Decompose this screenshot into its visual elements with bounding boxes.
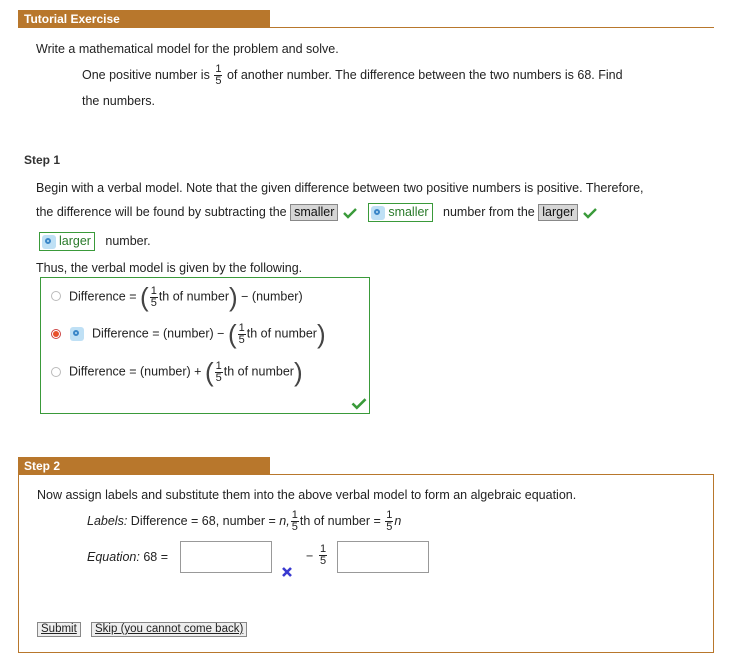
step1-line2-prefix: the difference will be found by subtracting the: [36, 205, 287, 219]
tutorial-header-rule: [270, 27, 714, 28]
step1-title: Step 1: [24, 153, 61, 167]
hint-larger-box[interactable]: [39, 232, 95, 251]
hint-smaller-label: smaller: [388, 205, 429, 219]
problem-text-2: of another number. The difference between the two numbers is 68. Find: [226, 67, 623, 82]
labels-fraction-2: [385, 510, 393, 533]
fraction-numerator: 1: [320, 543, 327, 555]
equation-input-1[interactable]: [180, 541, 272, 573]
problem-text-3: the numbers.: [82, 94, 155, 108]
fraction-denominator: 5: [291, 521, 298, 533]
problem-text-1: One positive number is: [82, 67, 210, 82]
correct-check-icon: [342, 207, 358, 219]
option-1-label[interactable]: Difference = ( $\frac{1}{5}$ th of number) − (number): [69, 282, 303, 312]
equation-label: Equation:: [87, 550, 140, 564]
problem-fraction: [214, 64, 222, 87]
hint-larger-label: larger: [59, 234, 91, 248]
option-2-text-b: th of number: [246, 326, 317, 341]
answer-larger-button[interactable]: larger: [538, 204, 578, 221]
equation-fraction: [318, 544, 328, 567]
option-3-label[interactable]: Difference = (number) + ( $\frac{1}{5}$ th of number): [69, 357, 303, 387]
fraction-denominator: 5: [320, 555, 327, 567]
option-3-fraction: [215, 361, 223, 384]
incorrect-x-icon: [281, 566, 293, 578]
step1-line1: Begin with a verbal model. Note that the given difference between two positive numbers is positive. Therefore,: [36, 181, 644, 195]
labels-variable: n,: [279, 513, 290, 528]
step2-labels-line: [87, 510, 401, 533]
option-2-text-a: Difference = (number) −: [92, 326, 225, 341]
correct-check-icon: [350, 397, 368, 410]
step2-instruction: Now assign labels and substitute them into the above verbal model to form an algebraic equation.: [37, 488, 577, 502]
fraction-numerator: 1: [215, 359, 222, 372]
option-1-radio[interactable]: [51, 291, 61, 301]
labels-text-2: th of number =: [299, 513, 381, 528]
fraction-numerator: 1: [386, 509, 393, 521]
equation-line: [87, 550, 168, 564]
step2-header-tab: [18, 457, 270, 475]
option-3-text-a: Difference = (number) +: [69, 364, 202, 379]
key-icon: [42, 235, 56, 249]
answer-smaller-button[interactable]: smaller: [290, 204, 338, 221]
submit-button[interactable]: Submit: [37, 622, 81, 637]
labels-fraction-1: [291, 510, 299, 533]
option-2-fraction: [238, 323, 246, 346]
fraction-numerator: 1: [238, 321, 245, 334]
option-2-label[interactable]: Difference = (number) − ( $\frac{1}{5}$ th of number): [92, 319, 326, 349]
option-2-radio[interactable]: [51, 329, 61, 339]
tutorial-header-tab: [18, 10, 270, 28]
option-1-text-c: − (number): [241, 289, 303, 304]
step1-line2-mid: number from the: [443, 205, 535, 219]
tutorial-header-label: Tutorial Exercise: [24, 12, 120, 26]
option-1-text-a: Difference =: [69, 289, 137, 304]
equation-lhs: 68 =: [143, 550, 168, 564]
option-3-radio[interactable]: [51, 367, 61, 377]
option-1-text-b: th of number: [158, 289, 229, 304]
fraction-numerator: 1: [215, 63, 222, 75]
key-icon: [70, 327, 84, 341]
equation-input-2[interactable]: [337, 541, 429, 573]
fraction-denominator: 5: [215, 75, 222, 87]
labels-variable-2: n: [394, 513, 402, 528]
fraction-denominator: 5: [386, 521, 393, 533]
correct-check-icon: [582, 207, 598, 219]
skip-button[interactable]: Skip (you cannot come back): [91, 622, 247, 637]
verbal-model-intro: Thus, the verbal model is given by the following.: [36, 261, 303, 275]
hint-smaller-box[interactable]: [368, 203, 432, 222]
problem-statement: [82, 64, 702, 87]
equation-minus: −: [306, 549, 314, 563]
option-1-fraction: [150, 286, 158, 309]
step1-line3: [39, 232, 151, 251]
step2-title: Step 2: [24, 459, 61, 473]
fraction-numerator: 1: [150, 284, 157, 297]
labels-label: Labels:: [87, 513, 128, 528]
key-icon: [371, 206, 385, 220]
labels-text-1: Difference = 68, number =: [130, 513, 276, 528]
fraction-denominator: 5: [238, 333, 245, 346]
fraction-numerator: 1: [291, 509, 298, 521]
option-3-text-b: th of number: [223, 364, 294, 379]
step1-line3-suffix: number.: [105, 234, 151, 248]
step1-line2: [36, 203, 598, 222]
fraction-denominator: 5: [150, 296, 157, 309]
tutorial-instruction: Write a mathematical model for the problem and solve.: [36, 42, 339, 56]
fraction-denominator: 5: [215, 371, 222, 384]
